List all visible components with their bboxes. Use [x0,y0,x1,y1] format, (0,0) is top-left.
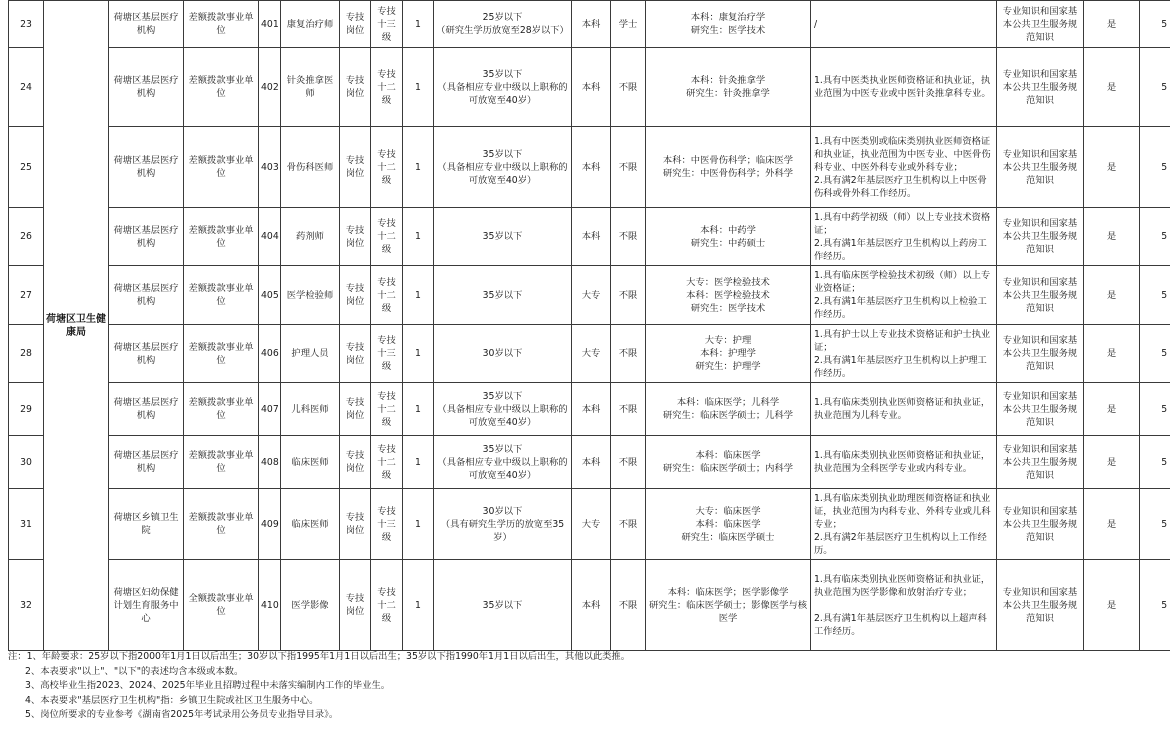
organization-cell: 荷塘区基层医疗机构 [109,383,184,436]
education-cell: 本科 [572,560,611,651]
major-requirement-cell: 本科：临床医学；医学影像学 研究生：临床医学硕士；影像医学与核医学 [646,560,811,651]
post-name-cell: 医学影像 [281,560,340,651]
other-requirement-cell: 1.具有临床类别执业医师资格证和执业证，执业范围为儿科专业。 [811,383,997,436]
funding-type-cell: 差额拨款事业单位 [184,325,259,383]
degree-cell: 不限 [611,560,646,651]
extra-cell: 5 [1140,383,1170,436]
funding-type-cell: 差额拨款事业单位 [184,127,259,208]
table-row [9,266,1170,325]
table-row [9,325,1170,383]
post-type-cell: 专技岗位 [340,48,371,127]
row-number-cell: 30 [9,436,44,489]
other-requirement-cell: 1.具有中医类别或临床类别执业医师资格证和执业证，执业范围为中医专业、中医骨伤科专业、中医外科专业或外科专业； 2.具有满2年基层医疗卫生机构以上中医骨伤科或骨外科工作经历。 [811,127,997,208]
other-requirement-cell: 1.具有护士以上专业技术资格证和护士执业证； 2.具有满1年基层医疗卫生机构以上护理工作经历。 [811,325,997,383]
education-cell: 大专 [572,325,611,383]
table-row [9,560,1170,651]
age-requirement-cell: 35岁以下 [434,208,572,266]
flag-cell: 是 [1084,48,1140,127]
post-type-cell: 专技岗位 [340,383,371,436]
post-level-cell: 专技十三级 [371,489,403,560]
major-requirement-cell: 本科：临床医学 研究生：临床医学硕士；内科学 [646,436,811,489]
post-name-cell: 药剂师 [281,208,340,266]
table-row [9,436,1170,489]
organization-cell: 荷塘区基层医疗机构 [109,436,184,489]
post-level-cell: 专技十二级 [371,208,403,266]
age-requirement-cell: 35岁以下 [434,266,572,325]
degree-cell: 不限 [611,127,646,208]
recruitment-table [8,0,1170,651]
organization-cell: 荷塘区乡镇卫生院 [109,489,184,560]
major-requirement-cell: 大专：护理 本科：护理学 研究生：护理学 [646,325,811,383]
age-requirement-cell: 35岁以下 （具备相应专业中级以上职称的可放宽至40岁） [434,127,572,208]
table-row [9,1,1170,48]
post-name-cell: 儿科医师 [281,383,340,436]
degree-cell: 不限 [611,489,646,560]
exam-content-cell: 专业知识和国家基本公共卫生服务规范知识 [997,1,1084,48]
education-cell: 本科 [572,383,611,436]
headcount-cell: 1 [403,266,434,325]
post-name-cell: 骨伤科医师 [281,127,340,208]
post-level-cell: 专技十二级 [371,383,403,436]
post-type-cell: 专技岗位 [340,560,371,651]
note-line: 4、本表要求"基层医疗卫生机构"指：乡镇卫生院或社区卫生服务中心。 [25,694,319,706]
major-requirement-cell: 本科：中药学 研究生：中药硕士 [646,208,811,266]
other-requirement-cell: 1.具有中药学初级（师）以上专业技术资格证； 2.具有满1年基层医疗卫生机构以上药房工作经历。 [811,208,997,266]
post-level-cell: 专技十二级 [371,48,403,127]
post-code-cell: 402 [259,48,281,127]
exam-content-cell: 专业知识和国家基本公共卫生服务规范知识 [997,489,1084,560]
post-name-cell: 康复治疗师 [281,1,340,48]
post-level-cell: 专技十二级 [371,127,403,208]
funding-type-cell: 差额拨款事业单位 [184,266,259,325]
row-number-cell: 31 [9,489,44,560]
row-number-cell: 26 [9,208,44,266]
flag-cell: 是 [1084,436,1140,489]
exam-content-cell: 专业知识和国家基本公共卫生服务规范知识 [997,436,1084,489]
organization-cell: 荷塘区基层医疗机构 [109,325,184,383]
degree-cell: 不限 [611,266,646,325]
flag-cell: 是 [1084,266,1140,325]
flag-cell: 是 [1084,489,1140,560]
organization-cell: 荷塘区基层医疗机构 [109,1,184,48]
flag-cell: 是 [1084,127,1140,208]
education-cell: 本科 [572,436,611,489]
age-requirement-cell: 35岁以下 [434,560,572,651]
department-cell: 荷塘区卫生健康局 [44,1,109,651]
post-level-cell: 专技十二级 [371,560,403,651]
table-row [9,489,1170,560]
table-row [9,208,1170,266]
headcount-cell: 1 [403,1,434,48]
organization-cell: 荷塘区基层医疗机构 [109,127,184,208]
exam-content-cell: 专业知识和国家基本公共卫生服务规范知识 [997,325,1084,383]
exam-content-cell: 专业知识和国家基本公共卫生服务规范知识 [997,208,1084,266]
extra-cell: 5 [1140,325,1170,383]
row-number-cell: 23 [9,1,44,48]
extra-cell: 5 [1140,436,1170,489]
organization-cell: 荷塘区基层医疗机构 [109,48,184,127]
exam-content-cell: 专业知识和国家基本公共卫生服务规范知识 [997,48,1084,127]
major-requirement-cell: 本科：针灸推拿学 研究生：针灸推拿学 [646,48,811,127]
flag-cell: 是 [1084,1,1140,48]
row-number-cell: 29 [9,383,44,436]
exam-content-cell: 专业知识和国家基本公共卫生服务规范知识 [997,383,1084,436]
degree-cell: 不限 [611,436,646,489]
post-type-cell: 专技岗位 [340,325,371,383]
table-notes [8,650,630,723]
other-requirement-cell: 1.具有临床医学检验技术初级（师）以上专业资格证； 2.具有满1年基层医疗卫生机构以上检验工作经历。 [811,266,997,325]
extra-cell: 5 [1140,560,1170,651]
post-level-cell: 专技十三级 [371,1,403,48]
row-number-cell: 25 [9,127,44,208]
post-type-cell: 专技岗位 [340,127,371,208]
major-requirement-cell: 大专：医学检验技术 本科：医学检验技术 研究生：医学技术 [646,266,811,325]
funding-type-cell: 全额拨款事业单位 [184,560,259,651]
flag-cell: 是 [1084,325,1140,383]
headcount-cell: 1 [403,325,434,383]
extra-cell: 5 [1140,48,1170,127]
exam-content-cell: 专业知识和国家基本公共卫生服务规范知识 [997,127,1084,208]
education-cell: 本科 [572,48,611,127]
degree-cell: 学士 [611,1,646,48]
headcount-cell: 1 [403,489,434,560]
age-requirement-cell: 25岁以下 （研究生学历放宽至28岁以下） [434,1,572,48]
headcount-cell: 1 [403,383,434,436]
other-requirement-cell: / [811,1,997,48]
post-code-cell: 408 [259,436,281,489]
row-number-cell: 28 [9,325,44,383]
major-requirement-cell: 本科：康复治疗学 研究生：医学技术 [646,1,811,48]
headcount-cell: 1 [403,48,434,127]
flag-cell: 是 [1084,560,1140,651]
note-line: 注：1、年龄要求：25岁以下指2000年1月1日以后出生；30岁以下指1995年1月1日以后出生；35岁以下指1990年1月1日以后出生，其他以此类推。 [8,651,631,662]
row-number-cell: 27 [9,266,44,325]
post-name-cell: 临床医师 [281,489,340,560]
post-name-cell: 针灸推拿医师 [281,48,340,127]
exam-content-cell: 专业知识和国家基本公共卫生服务规范知识 [997,266,1084,325]
post-code-cell: 409 [259,489,281,560]
education-cell: 本科 [572,1,611,48]
post-code-cell: 407 [259,383,281,436]
post-level-cell: 专技十二级 [371,266,403,325]
major-requirement-cell: 大专：临床医学 本科：临床医学 研究生：临床医学硕士 [646,489,811,560]
funding-type-cell: 差额拨款事业单位 [184,436,259,489]
extra-cell: 5 [1140,489,1170,560]
other-requirement-cell: 1.具有临床类别执业助理医师资格证和执业证，执业范围为内科专业、外科专业或儿科专业； 2.具有满2年基层医疗卫生机构以上工作经历。 [811,489,997,560]
degree-cell: 不限 [611,48,646,127]
post-type-cell: 专技岗位 [340,208,371,266]
organization-cell: 荷塘区基层医疗机构 [109,208,184,266]
headcount-cell: 1 [403,560,434,651]
note-line: 2、本表要求"以上"、"以下"的表述均含本级或本数。 [25,665,244,677]
age-requirement-cell: 35岁以下 （具备相应专业中级以上职称的可放宽至40岁） [434,383,572,436]
major-requirement-cell: 本科：临床医学；儿科学 研究生：临床医学硕士；儿科学 [646,383,811,436]
extra-cell: 5 [1140,266,1170,325]
funding-type-cell: 差额拨款事业单位 [184,208,259,266]
post-code-cell: 403 [259,127,281,208]
table-row [9,48,1170,127]
post-type-cell: 专技岗位 [340,266,371,325]
education-cell: 本科 [572,208,611,266]
funding-type-cell: 差额拨款事业单位 [184,1,259,48]
flag-cell: 是 [1084,208,1140,266]
table-row [9,127,1170,208]
funding-type-cell: 差额拨款事业单位 [184,48,259,127]
age-requirement-cell: 35岁以下 （具备相应专业中级以上职称的可放宽至40岁） [434,436,572,489]
extra-cell: 5 [1140,127,1170,208]
post-type-cell: 专技岗位 [340,489,371,560]
headcount-cell: 1 [403,436,434,489]
post-code-cell: 410 [259,560,281,651]
headcount-cell: 1 [403,208,434,266]
degree-cell: 不限 [611,325,646,383]
post-code-cell: 404 [259,208,281,266]
other-requirement-cell: 1.具有临床类别执业医师资格证和执业证，执业范围为医学影像和放射治疗专业； 2.具有满1年基层医疗卫生机构以上超声科工作经历。 [811,560,997,651]
post-code-cell: 406 [259,325,281,383]
education-cell: 大专 [572,489,611,560]
age-requirement-cell: 30岁以下 （具有研究生学历的放宽至35岁） [434,489,572,560]
post-level-cell: 专技十三级 [371,325,403,383]
exam-content-cell: 专业知识和国家基本公共卫生服务规范知识 [997,560,1084,651]
post-name-cell: 医学检验师 [281,266,340,325]
headcount-cell: 1 [403,127,434,208]
flag-cell: 是 [1084,383,1140,436]
extra-cell: 5 [1140,208,1170,266]
funding-type-cell: 差额拨款事业单位 [184,383,259,436]
note-line: 3、高校毕业生指2023、2024、2025年毕业且招聘过程中未落实编制内工作的毕业生。 [25,680,391,691]
organization-cell: 荷塘区基层医疗机构 [109,266,184,325]
table-row [9,383,1170,436]
age-requirement-cell: 30岁以下 [434,325,572,383]
other-requirement-cell: 1.具有中医类执业医师资格证和执业证，执业范围为中医专业或中医针灸推拿科专业。 [811,48,997,127]
post-type-cell: 专技岗位 [340,436,371,489]
post-code-cell: 405 [259,266,281,325]
post-name-cell: 护理人员 [281,325,340,383]
post-level-cell: 专技十二级 [371,436,403,489]
note-line: 5、岗位所要求的专业参考《湖南省2025年考试录用公务员专业指导目录》。 [25,709,339,720]
organization-cell: 荷塘区妇幼保健计划生育服务中心 [109,560,184,651]
table-body [9,1,1170,651]
post-name-cell: 临床医师 [281,436,340,489]
extra-cell: 5 [1140,1,1170,48]
row-number-cell: 24 [9,48,44,127]
education-cell: 大专 [572,266,611,325]
education-cell: 本科 [572,127,611,208]
age-requirement-cell: 35岁以下 （具备相应专业中级以上职称的可放宽至40岁） [434,48,572,127]
major-requirement-cell: 本科：中医骨伤科学；临床医学 研究生：中医骨伤科学；外科学 [646,127,811,208]
other-requirement-cell: 1.具有临床类别执业医师资格证和执业证，执业范围为全科医学专业或内科专业。 [811,436,997,489]
funding-type-cell: 差额拨款事业单位 [184,489,259,560]
degree-cell: 不限 [611,208,646,266]
post-type-cell: 专技岗位 [340,1,371,48]
row-number-cell: 32 [9,560,44,651]
degree-cell: 不限 [611,383,646,436]
post-code-cell: 401 [259,1,281,48]
